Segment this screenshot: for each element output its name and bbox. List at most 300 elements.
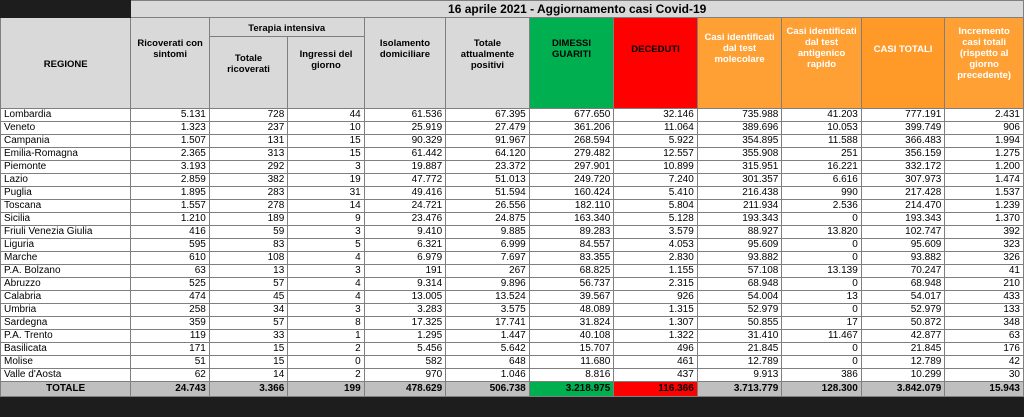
table-row [1, 343, 1024, 356]
cell-positivi: 26.556 [446, 200, 530, 213]
cell-dimessi: 163.340 [529, 213, 614, 226]
cell-isolamento: 9.410 [364, 226, 446, 239]
cell-antigenico: 11.467 [782, 330, 861, 343]
cell-deceduti: 4.053 [614, 239, 698, 252]
cell-terapia: 382 [209, 174, 287, 187]
cell-molecolare: 21.845 [697, 343, 782, 356]
header-dimessi: DIMESSI GUARITI [529, 18, 614, 109]
cell-dimessi: 83.355 [529, 252, 614, 265]
cell-regione: Veneto [1, 122, 131, 135]
total-label: TOTALE [1, 382, 131, 397]
header-isolamento: Isolamento domiciliare [364, 18, 446, 109]
cell-ingressi: 3 [288, 304, 364, 317]
cell-ingressi: 4 [288, 278, 364, 291]
cell-regione: Sardegna [1, 317, 131, 330]
cell-terapia: 278 [209, 200, 287, 213]
cell-regione: Umbria [1, 304, 131, 317]
cell-dimessi: 48.089 [529, 304, 614, 317]
cell-regione: P.A. Bolzano [1, 265, 131, 278]
cell-ricoverati: 171 [131, 343, 209, 356]
cell-casi-totali: 777.191 [861, 109, 945, 122]
header-terapia-intensiva: Terapia intensiva [209, 18, 364, 37]
total-dimessi: 3.218.975 [529, 382, 614, 397]
cell-ingressi: 1 [288, 330, 364, 343]
cell-ricoverati: 1.895 [131, 187, 209, 200]
cell-deceduti: 3.579 [614, 226, 698, 239]
cell-positivi: 51.594 [446, 187, 530, 200]
cell-positivi: 9.896 [446, 278, 530, 291]
cell-isolamento: 6.321 [364, 239, 446, 252]
cell-deceduti: 11.064 [614, 122, 698, 135]
cell-casi-totali: 54.017 [861, 291, 945, 304]
cell-terapia: 189 [209, 213, 287, 226]
cell-deceduti: 461 [614, 356, 698, 369]
cell-isolamento: 970 [364, 369, 446, 382]
total-ricoverati: 24.743 [131, 382, 209, 397]
cell-deceduti: 7.240 [614, 174, 698, 187]
cell-deceduti: 5.410 [614, 187, 698, 200]
cell-isolamento: 5.456 [364, 343, 446, 356]
cell-ricoverati: 416 [131, 226, 209, 239]
cell-ricoverati: 1.210 [131, 213, 209, 226]
cell-ricoverati: 2.365 [131, 148, 209, 161]
cell-incremento: 210 [945, 278, 1024, 291]
cell-casi-totali: 307.973 [861, 174, 945, 187]
cell-deceduti: 1.155 [614, 265, 698, 278]
cell-molecolare: 31.410 [697, 330, 782, 343]
cell-deceduti: 496 [614, 343, 698, 356]
cell-terapia: 13 [209, 265, 287, 278]
cell-regione: Puglia [1, 187, 131, 200]
cell-casi-totali: 356.159 [861, 148, 945, 161]
cell-ingressi: 15 [288, 148, 364, 161]
cell-ricoverati: 610 [131, 252, 209, 265]
table-row [1, 239, 1024, 252]
cell-dimessi: 89.283 [529, 226, 614, 239]
cell-deceduti: 926 [614, 291, 698, 304]
total-incremento: 15.943 [945, 382, 1024, 397]
cell-isolamento: 61.442 [364, 148, 446, 161]
cell-terapia: 283 [209, 187, 287, 200]
cell-dimessi: 84.557 [529, 239, 614, 252]
cell-ingressi: 5 [288, 239, 364, 252]
cell-regione: Molise [1, 356, 131, 369]
table-row [1, 135, 1024, 148]
cell-ingressi: 4 [288, 291, 364, 304]
cell-isolamento: 191 [364, 265, 446, 278]
cell-ingressi: 9 [288, 213, 364, 226]
cell-terapia: 57 [209, 278, 287, 291]
cell-isolamento: 24.721 [364, 200, 446, 213]
header-totale-ricoverati: Totale ricoverati [209, 37, 287, 109]
cell-terapia: 313 [209, 148, 287, 161]
cell-positivi: 17.741 [446, 317, 530, 330]
cell-antigenico: 10.053 [782, 122, 861, 135]
cell-molecolare: 355.908 [697, 148, 782, 161]
cell-positivi: 23.372 [446, 161, 530, 174]
cell-molecolare: 12.789 [697, 356, 782, 369]
cell-deceduti: 2.830 [614, 252, 698, 265]
cell-terapia: 728 [209, 109, 287, 122]
cell-molecolare: 735.988 [697, 109, 782, 122]
cell-terapia: 15 [209, 356, 287, 369]
cell-isolamento: 13.005 [364, 291, 446, 304]
cell-positivi: 91.967 [446, 135, 530, 148]
cell-regione: Emilia-Romagna [1, 148, 131, 161]
header-molecolare: Casi identificati dal test molecolare [697, 18, 782, 109]
cell-isolamento: 49.416 [364, 187, 446, 200]
cell-positivi: 13.524 [446, 291, 530, 304]
cell-antigenico: 990 [782, 187, 861, 200]
total-molecolare: 3.713.779 [697, 382, 782, 397]
cell-antigenico: 0 [782, 252, 861, 265]
cell-molecolare: 389.696 [697, 122, 782, 135]
total-deceduti: 116.366 [614, 382, 698, 397]
cell-deceduti: 32.146 [614, 109, 698, 122]
cell-incremento: 1.239 [945, 200, 1024, 213]
cell-positivi: 6.999 [446, 239, 530, 252]
cell-casi-totali: 93.882 [861, 252, 945, 265]
cell-ricoverati: 3.193 [131, 161, 209, 174]
cell-terapia: 292 [209, 161, 287, 174]
table-row [1, 213, 1024, 226]
cell-molecolare: 354.895 [697, 135, 782, 148]
cell-antigenico: 2.536 [782, 200, 861, 213]
cell-casi-totali: 95.609 [861, 239, 945, 252]
cell-ricoverati: 5.131 [131, 109, 209, 122]
cell-casi-totali: 10.299 [861, 369, 945, 382]
corner-blank [1, 1, 131, 18]
cell-terapia: 15 [209, 343, 287, 356]
table-row [1, 317, 1024, 330]
cell-casi-totali: 21.845 [861, 343, 945, 356]
cell-dimessi: 11.680 [529, 356, 614, 369]
cell-terapia: 237 [209, 122, 287, 135]
cell-isolamento: 6.979 [364, 252, 446, 265]
cell-deceduti: 5.128 [614, 213, 698, 226]
cell-ricoverati: 474 [131, 291, 209, 304]
cell-antigenico: 13.820 [782, 226, 861, 239]
table-row [1, 304, 1024, 317]
cell-ricoverati: 595 [131, 239, 209, 252]
cell-regione: Sicilia [1, 213, 131, 226]
cell-ingressi: 2 [288, 369, 364, 382]
cell-molecolare: 54.004 [697, 291, 782, 304]
cell-ingressi: 8 [288, 317, 364, 330]
cell-regione: Abruzzo [1, 278, 131, 291]
cell-antigenico: 0 [782, 213, 861, 226]
cell-dimessi: 15.707 [529, 343, 614, 356]
cell-casi-totali: 332.172 [861, 161, 945, 174]
cell-positivi: 1.046 [446, 369, 530, 382]
cell-ingressi: 31 [288, 187, 364, 200]
cell-antigenico: 11.588 [782, 135, 861, 148]
header-casi-totali: CASI TOTALI [861, 18, 945, 109]
cell-incremento: 1.994 [945, 135, 1024, 148]
cell-regione: Friuli Venezia Giulia [1, 226, 131, 239]
table-row [1, 278, 1024, 291]
cell-ingressi: 2 [288, 343, 364, 356]
total-ingressi: 199 [288, 382, 364, 397]
region-rows [1, 109, 1024, 382]
cell-casi-totali: 366.483 [861, 135, 945, 148]
cell-incremento: 1.200 [945, 161, 1024, 174]
cell-antigenico: 41.203 [782, 109, 861, 122]
cell-molecolare: 57.108 [697, 265, 782, 278]
cell-incremento: 30 [945, 369, 1024, 382]
cell-antigenico: 0 [782, 239, 861, 252]
cell-antigenico: 386 [782, 369, 861, 382]
cell-terapia: 59 [209, 226, 287, 239]
cell-regione: Toscana [1, 200, 131, 213]
cell-antigenico: 251 [782, 148, 861, 161]
cell-incremento: 392 [945, 226, 1024, 239]
cell-ricoverati: 525 [131, 278, 209, 291]
cell-deceduti: 10.899 [614, 161, 698, 174]
cell-molecolare: 216.438 [697, 187, 782, 200]
cell-antigenico: 13.139 [782, 265, 861, 278]
cell-dimessi: 40.108 [529, 330, 614, 343]
cell-positivi: 5.642 [446, 343, 530, 356]
table-row [1, 369, 1024, 382]
cell-regione: Liguria [1, 239, 131, 252]
cell-regione: P.A. Trento [1, 330, 131, 343]
cell-isolamento: 582 [364, 356, 446, 369]
cell-positivi: 51.013 [446, 174, 530, 187]
cell-casi-totali: 68.948 [861, 278, 945, 291]
cell-casi-totali: 399.749 [861, 122, 945, 135]
cell-molecolare: 52.979 [697, 304, 782, 317]
cell-molecolare: 95.609 [697, 239, 782, 252]
cell-isolamento: 17.325 [364, 317, 446, 330]
cell-terapia: 33 [209, 330, 287, 343]
cell-regione: Campania [1, 135, 131, 148]
cell-dimessi: 68.825 [529, 265, 614, 278]
cell-incremento: 1.370 [945, 213, 1024, 226]
total-casi-totali: 3.842.079 [861, 382, 945, 397]
cell-positivi: 1.447 [446, 330, 530, 343]
cell-ricoverati: 119 [131, 330, 209, 343]
cell-casi-totali: 70.247 [861, 265, 945, 278]
cell-casi-totali: 12.789 [861, 356, 945, 369]
cell-casi-totali: 102.747 [861, 226, 945, 239]
cell-isolamento: 3.283 [364, 304, 446, 317]
cell-positivi: 648 [446, 356, 530, 369]
cell-molecolare: 50.855 [697, 317, 782, 330]
header-deceduti: DECEDUTI [614, 18, 698, 109]
cell-incremento: 41 [945, 265, 1024, 278]
cell-positivi: 3.575 [446, 304, 530, 317]
cell-ricoverati: 62 [131, 369, 209, 382]
cell-ricoverati: 63 [131, 265, 209, 278]
header-positivi: Totale attualmente positivi [446, 18, 530, 109]
cell-regione: Piemonte [1, 161, 131, 174]
cell-molecolare: 193.343 [697, 213, 782, 226]
table-row [1, 109, 1024, 122]
table-row [1, 265, 1024, 278]
cell-deceduti: 2.315 [614, 278, 698, 291]
total-antigenico: 128.300 [782, 382, 861, 397]
cell-incremento: 2.431 [945, 109, 1024, 122]
cell-ingressi: 0 [288, 356, 364, 369]
cell-dimessi: 182.110 [529, 200, 614, 213]
cell-casi-totali: 217.428 [861, 187, 945, 200]
cell-incremento: 326 [945, 252, 1024, 265]
cell-incremento: 323 [945, 239, 1024, 252]
cell-regione: Marche [1, 252, 131, 265]
table-row [1, 356, 1024, 369]
cell-terapia: 131 [209, 135, 287, 148]
cell-isolamento: 23.476 [364, 213, 446, 226]
cell-positivi: 27.479 [446, 122, 530, 135]
cell-isolamento: 61.536 [364, 109, 446, 122]
total-row [1, 382, 1024, 397]
cell-dimessi: 297.901 [529, 161, 614, 174]
cell-terapia: 83 [209, 239, 287, 252]
cell-deceduti: 437 [614, 369, 698, 382]
cell-dimessi: 39.567 [529, 291, 614, 304]
cell-dimessi: 8.816 [529, 369, 614, 382]
cell-ricoverati: 1.507 [131, 135, 209, 148]
cell-dimessi: 279.482 [529, 148, 614, 161]
cell-isolamento: 47.772 [364, 174, 446, 187]
cell-positivi: 64.120 [446, 148, 530, 161]
header-regione: REGIONE [1, 18, 131, 109]
cell-dimessi: 31.824 [529, 317, 614, 330]
cell-ingressi: 15 [288, 135, 364, 148]
cell-incremento: 133 [945, 304, 1024, 317]
cell-isolamento: 1.295 [364, 330, 446, 343]
header-ingressi: Ingressi del giorno [288, 37, 364, 109]
cell-dimessi: 677.650 [529, 109, 614, 122]
cell-molecolare: 68.948 [697, 278, 782, 291]
cell-casi-totali: 52.979 [861, 304, 945, 317]
cell-dimessi: 361.206 [529, 122, 614, 135]
cell-positivi: 24.875 [446, 213, 530, 226]
cell-casi-totali: 214.470 [861, 200, 945, 213]
cell-regione: Lombardia [1, 109, 131, 122]
cell-dimessi: 249.720 [529, 174, 614, 187]
cell-antigenico: 16.221 [782, 161, 861, 174]
cell-ricoverati: 51 [131, 356, 209, 369]
cell-antigenico: 0 [782, 278, 861, 291]
cell-deceduti: 1.322 [614, 330, 698, 343]
cell-regione: Valle d'Aosta [1, 369, 131, 382]
cell-molecolare: 315.951 [697, 161, 782, 174]
cell-incremento: 348 [945, 317, 1024, 330]
cell-positivi: 7.697 [446, 252, 530, 265]
cell-incremento: 176 [945, 343, 1024, 356]
cell-deceduti: 12.557 [614, 148, 698, 161]
cell-positivi: 9.885 [446, 226, 530, 239]
cell-isolamento: 19.887 [364, 161, 446, 174]
cell-regione: Calabria [1, 291, 131, 304]
cell-dimessi: 56.737 [529, 278, 614, 291]
cell-deceduti: 1.307 [614, 317, 698, 330]
table-row [1, 291, 1024, 304]
table-row [1, 187, 1024, 200]
cell-ricoverati: 258 [131, 304, 209, 317]
cell-deceduti: 1.315 [614, 304, 698, 317]
cell-antigenico: 0 [782, 304, 861, 317]
cell-antigenico: 6.616 [782, 174, 861, 187]
total-terapia: 3.366 [209, 382, 287, 397]
table-row [1, 226, 1024, 239]
cell-casi-totali: 50.872 [861, 317, 945, 330]
cell-molecolare: 301.357 [697, 174, 782, 187]
cell-ricoverati: 359 [131, 317, 209, 330]
cell-molecolare: 88.927 [697, 226, 782, 239]
cell-terapia: 108 [209, 252, 287, 265]
cell-terapia: 45 [209, 291, 287, 304]
cell-casi-totali: 42.877 [861, 330, 945, 343]
cell-isolamento: 25.919 [364, 122, 446, 135]
cell-incremento: 433 [945, 291, 1024, 304]
cell-incremento: 42 [945, 356, 1024, 369]
cell-ricoverati: 1.557 [131, 200, 209, 213]
cell-ricoverati: 2.859 [131, 174, 209, 187]
cell-molecolare: 211.934 [697, 200, 782, 213]
cell-incremento: 63 [945, 330, 1024, 343]
table-row [1, 161, 1024, 174]
table-row [1, 174, 1024, 187]
cell-isolamento: 90.329 [364, 135, 446, 148]
cell-regione: Basilicata [1, 343, 131, 356]
cell-positivi: 267 [446, 265, 530, 278]
cell-dimessi: 268.594 [529, 135, 614, 148]
cell-incremento: 1.537 [945, 187, 1024, 200]
cell-incremento: 906 [945, 122, 1024, 135]
cell-ricoverati: 1.323 [131, 122, 209, 135]
header-ricoverati: Ricoverati con sintomi [131, 18, 209, 109]
cell-terapia: 14 [209, 369, 287, 382]
cell-ingressi: 3 [288, 161, 364, 174]
cell-ingressi: 4 [288, 252, 364, 265]
table-row [1, 330, 1024, 343]
cell-positivi: 67.395 [446, 109, 530, 122]
cell-antigenico: 17 [782, 317, 861, 330]
cell-terapia: 57 [209, 317, 287, 330]
total-positivi: 506.738 [446, 382, 530, 397]
cell-antigenico: 0 [782, 356, 861, 369]
cell-deceduti: 5.922 [614, 135, 698, 148]
total-isolamento: 478.629 [364, 382, 446, 397]
table-row [1, 200, 1024, 213]
cell-antigenico: 0 [782, 343, 861, 356]
table-row [1, 148, 1024, 161]
cell-antigenico: 13 [782, 291, 861, 304]
cell-ingressi: 19 [288, 174, 364, 187]
cell-terapia: 34 [209, 304, 287, 317]
cell-casi-totali: 193.343 [861, 213, 945, 226]
table-row [1, 252, 1024, 265]
cell-incremento: 1.275 [945, 148, 1024, 161]
cell-ingressi: 3 [288, 265, 364, 278]
cell-ingressi: 10 [288, 122, 364, 135]
header-incremento: Incremento casi totali (rispetto al giorno precedente) [945, 18, 1024, 109]
cell-dimessi: 160.424 [529, 187, 614, 200]
cell-molecolare: 93.882 [697, 252, 782, 265]
cell-ingressi: 3 [288, 226, 364, 239]
table-row [1, 122, 1024, 135]
cell-incremento: 1.474 [945, 174, 1024, 187]
header-antigenico: Casi identificati dal test antigenico rapido [782, 18, 861, 109]
cell-deceduti: 5.804 [614, 200, 698, 213]
cell-molecolare: 9.913 [697, 369, 782, 382]
cell-ingressi: 44 [288, 109, 364, 122]
cell-regione: Lazio [1, 174, 131, 187]
cell-isolamento: 9.314 [364, 278, 446, 291]
